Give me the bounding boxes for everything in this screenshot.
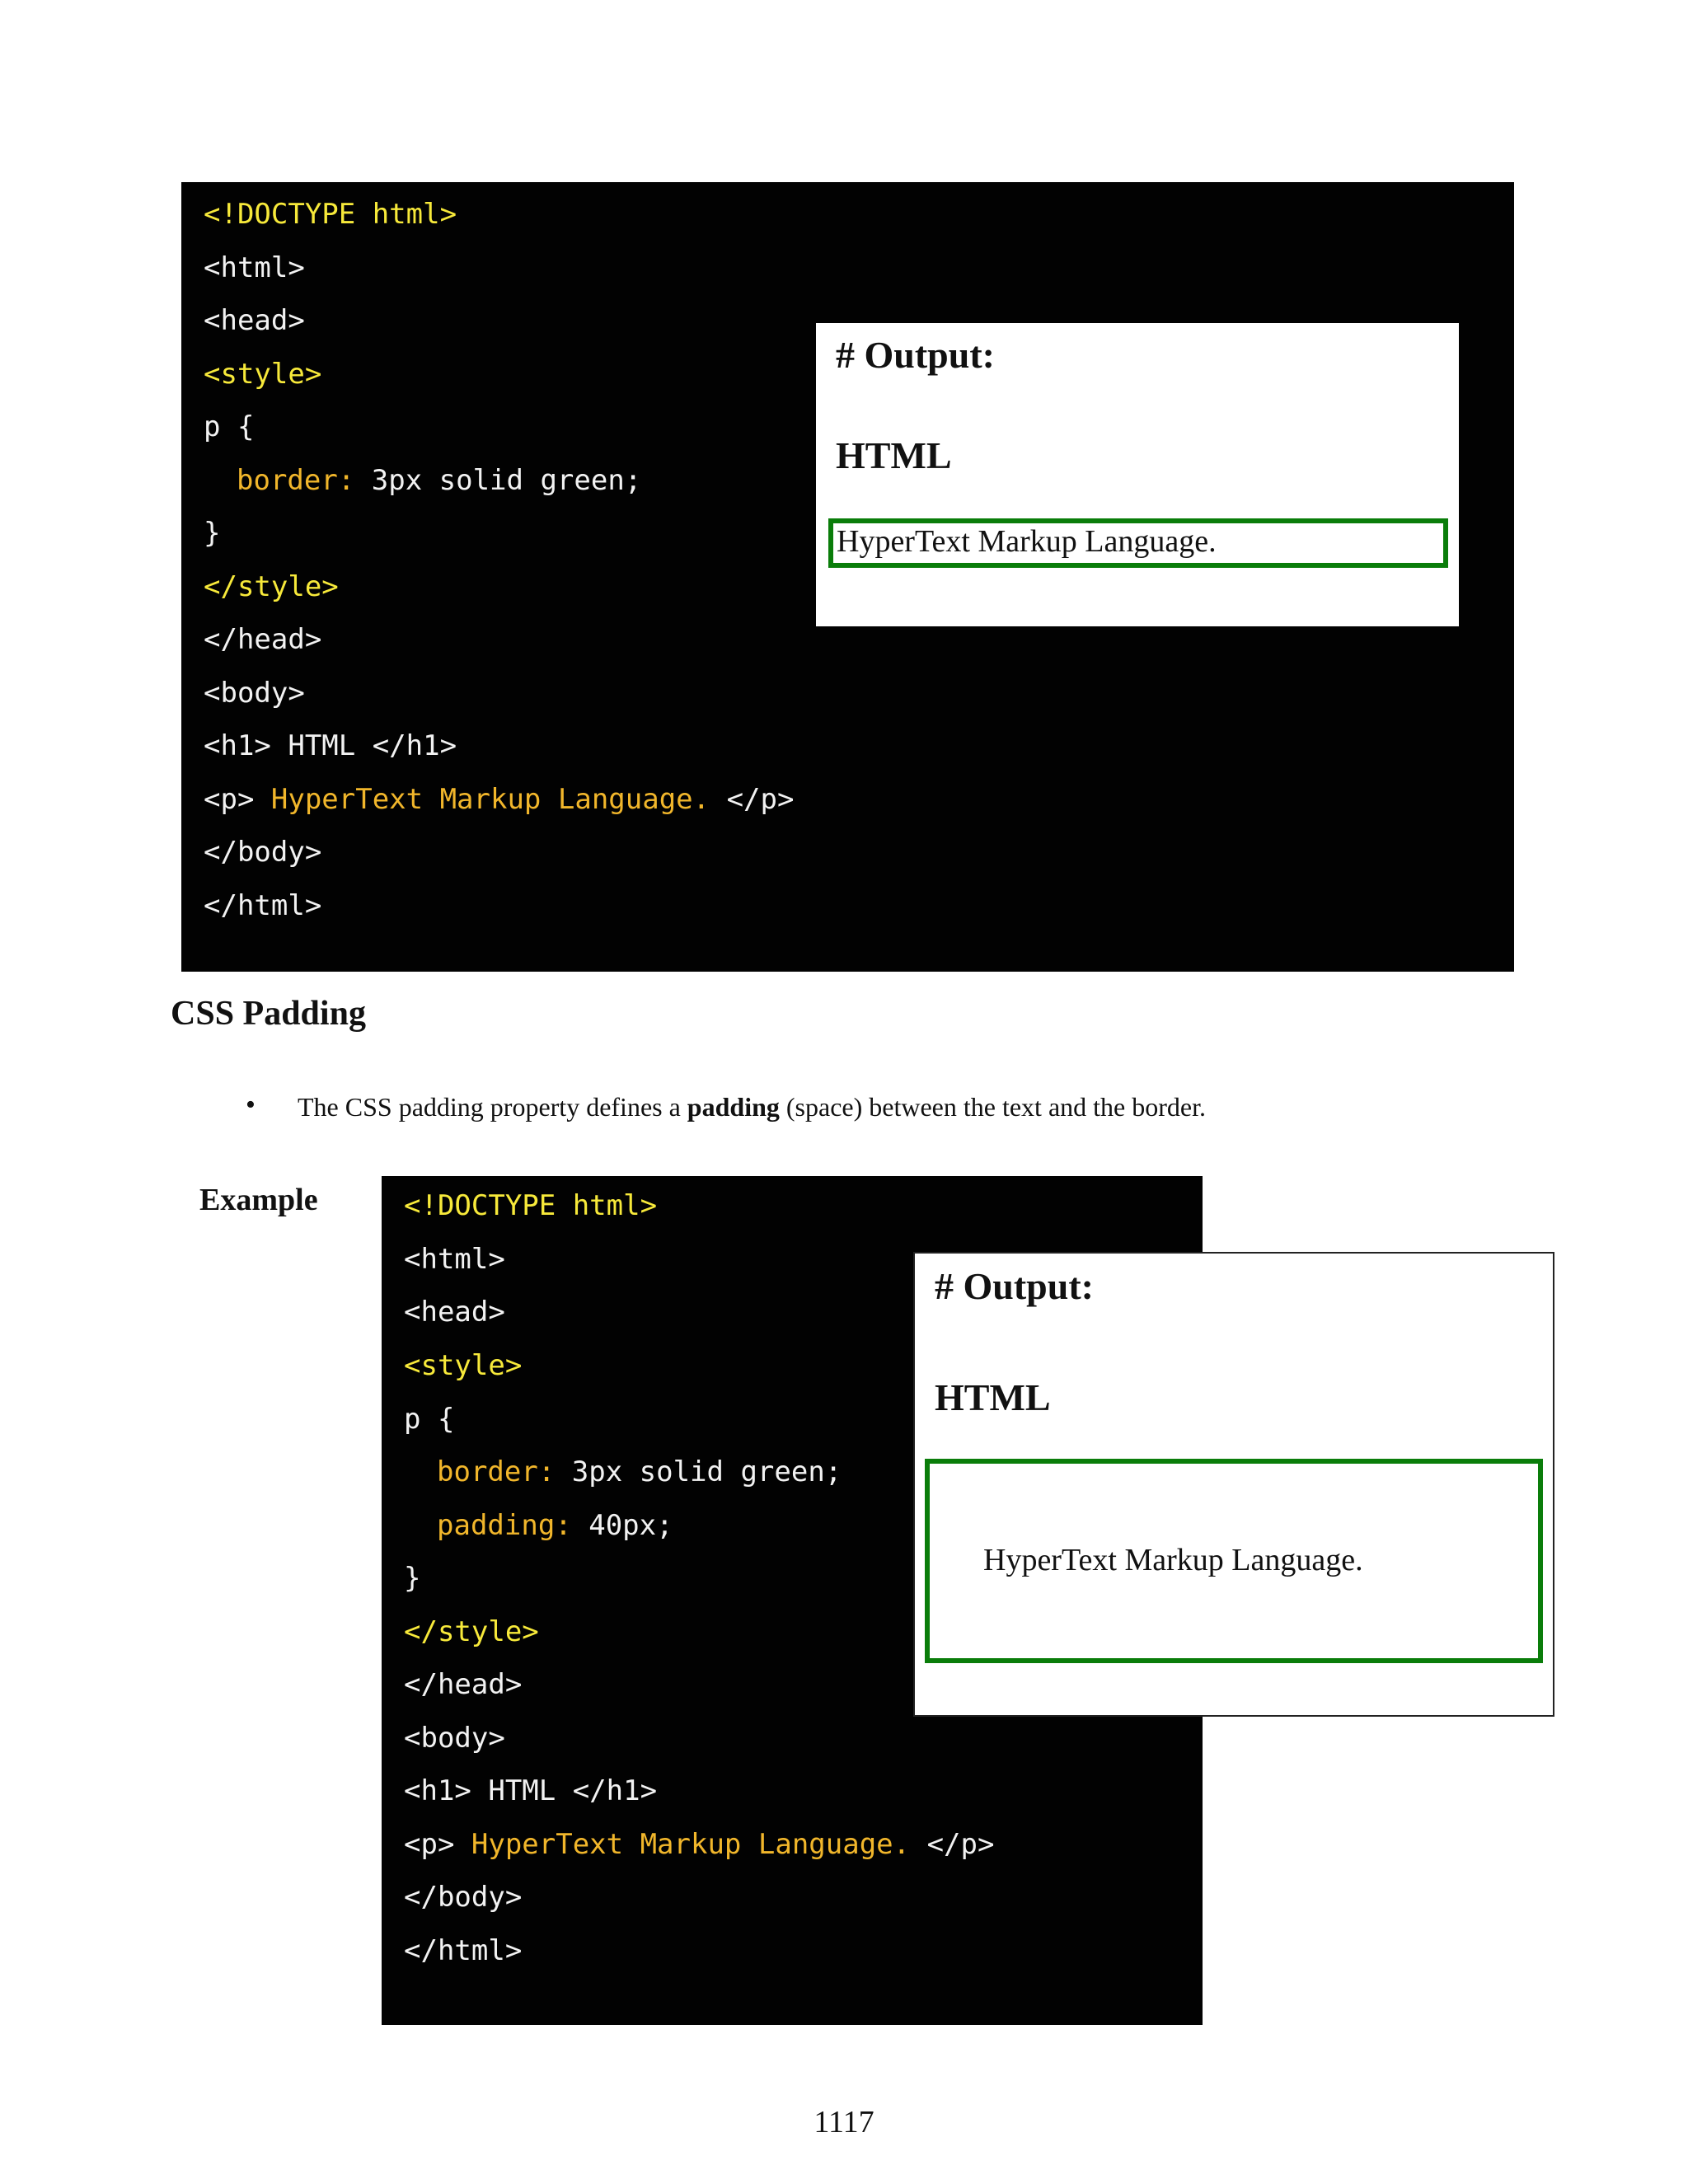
bullet-text-prefix: The CSS padding property defines a <box>298 1092 687 1122</box>
code-line-html-close: </html> <box>204 889 322 922</box>
output-box-2 <box>913 1252 1554 1717</box>
code-line-style-close: </style> <box>204 570 339 603</box>
css-property-padding: padding: <box>437 1509 572 1542</box>
p-open-tag: <p> <box>204 783 271 816</box>
code-line-body-open: <body> <box>204 677 305 710</box>
bullet-text-bold: padding <box>687 1092 780 1122</box>
p-close-tag: </p> <box>710 783 795 816</box>
code-line-html-open: <html> <box>204 251 305 284</box>
code-line-brace-close: } <box>404 1562 421 1595</box>
code-line-head-close: </head> <box>404 1668 523 1701</box>
page-number: 1117 <box>814 2105 874 2139</box>
code-line-p <box>404 1828 994 1861</box>
p-text: HyperText Markup Language. <box>471 1828 911 1861</box>
output-h1: HTML <box>935 1376 1051 1418</box>
p-text: HyperText Markup Language. <box>270 783 710 816</box>
code-line-p <box>204 783 794 816</box>
code-line-html-open: <html> <box>404 1243 505 1276</box>
css-value-padding: 40px; <box>571 1509 673 1542</box>
code-line-padding <box>437 1509 673 1542</box>
code-line-border <box>437 1455 842 1488</box>
output-title: # Output: <box>935 1265 1094 1307</box>
code-line-style-close: </style> <box>404 1615 539 1648</box>
code-line-head-open: <head> <box>404 1296 505 1329</box>
css-value-border: 3px solid green; <box>555 1455 842 1488</box>
example-label: Example <box>199 1183 318 1217</box>
p-open-tag: <p> <box>404 1828 471 1861</box>
output-paragraph: HyperText Markup Language. <box>983 1543 1363 1577</box>
code-line-selector: p { <box>204 410 255 443</box>
code-line-h1: <h1> HTML </h1> <box>204 729 457 762</box>
code-line-body-open: <body> <box>404 1722 505 1755</box>
bullet-text <box>298 1092 1206 1122</box>
bullet-text-suffix: (space) between the text and the border. <box>779 1092 1206 1122</box>
code-line-body-close: </body> <box>204 836 322 869</box>
p-close-tag: </p> <box>910 1828 995 1861</box>
output-h1: HTML <box>836 434 952 476</box>
code-line-style-open: <style> <box>204 358 322 391</box>
code-line-h1: <h1> HTML </h1> <box>404 1774 658 1807</box>
output-box-1 <box>816 323 1459 626</box>
code-line-brace-close: } <box>204 517 221 550</box>
code-line-head-close: </head> <box>204 623 322 656</box>
code-line-doctype: <!DOCTYPE html> <box>204 198 457 231</box>
code-line-body-close: </body> <box>404 1881 523 1914</box>
code-line-border <box>237 464 641 497</box>
code-line-html-close: </html> <box>404 1934 523 1967</box>
code-line-doctype: <!DOCTYPE html> <box>404 1189 658 1222</box>
section-heading: CSS Padding <box>171 995 366 1033</box>
bullet-point-icon: • <box>246 1090 256 1120</box>
css-property-border: border: <box>437 1455 556 1488</box>
css-property-border: border: <box>237 464 355 497</box>
css-value-border: 3px solid green; <box>354 464 642 497</box>
output-title: # Output: <box>836 334 995 376</box>
code-line-selector: p { <box>404 1403 455 1436</box>
code-line-head-open: <head> <box>204 304 305 337</box>
code-line-style-open: <style> <box>404 1349 523 1382</box>
output-paragraph: HyperText Markup Language. <box>837 524 1217 559</box>
